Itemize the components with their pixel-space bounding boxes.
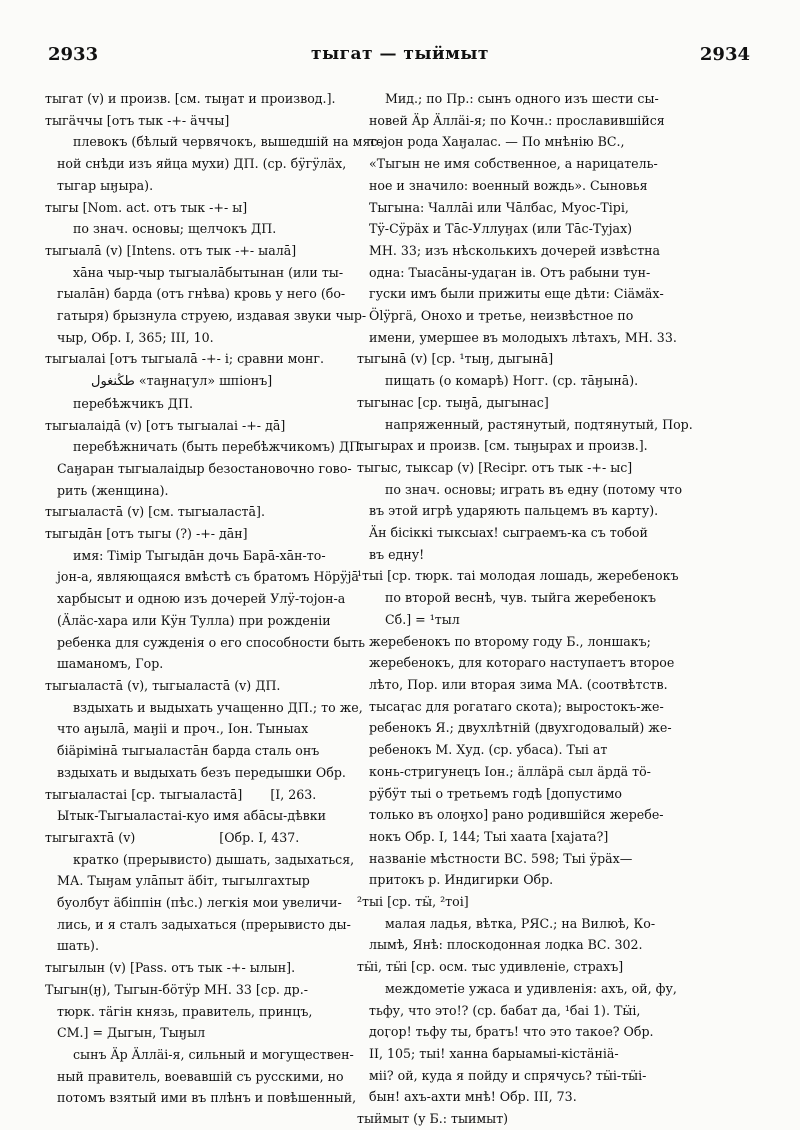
entry-line: харбысыт и одною изъ дочерей Улӱ-тоjон-а <box>57 591 346 607</box>
entry-line: тыгат (v) и произв. [см. тыӈат и производ.]. <box>45 91 336 106</box>
entry-line: ной снѣди изъ яйца мухи) ДП. (ср. бӱгӱлäх, <box>57 156 347 172</box>
entry-line: бiäрiмiнā тыгыаластāн барда сталь онъ <box>57 743 320 759</box>
entry-line: въ этой игрѣ ударяють пальцемъ въ карту). <box>369 503 659 519</box>
entry-line: рить (женщина). <box>57 482 169 498</box>
entry-line: тыгыс, тыксар (v) [Recipr. отъ тык -+- ыс] <box>357 459 633 475</box>
entry-line: ный правитель, воевавшiй съ русскими, но <box>57 1068 344 1084</box>
entry-line: Саӈаран тыгыалаiдыр безостановочно гово- <box>57 460 352 476</box>
entry-line: мiі? ой, куда я пойду и спрячусь? тӹi-тӹi- <box>369 1067 647 1083</box>
entry-line: буолбут äбiппiн (пѣс.) легкiя мои увеличи- <box>57 895 342 911</box>
page-header <box>0 44 800 74</box>
entry-line: вздыхать и выдыхать учащенно ДП.; то же, <box>73 699 363 715</box>
entry-line: МА. Тыӈам улāпыт äбiт, тыгылгахтыр <box>57 873 310 889</box>
entry-line: лымѣ, Янѣ: плоскодонная лодка ВС. 302. <box>369 937 643 953</box>
entry-line: одна: Тыасāны-удаӷан iв. Отъ рабыни тун- <box>369 264 651 280</box>
entry-line: Тыгына: Чаллāi или Чāлбас, Муос-Тiрi, <box>369 199 629 215</box>
entry-line: шаманомъ, Гор. <box>57 656 164 672</box>
entry-line: Ӧlӱргä, Онохо и третье, неизвѣстное по <box>369 308 634 324</box>
entry-line: бын! ахъ-ахти мнѣ! Обр. III, 73. <box>369 1089 577 1105</box>
entry-line: тысаӷас для рогатаго скота); выростокъ-же- <box>369 698 664 714</box>
entry-line: тюрк. тäгiн князь, правитель, принцъ, <box>57 1003 313 1019</box>
entry-line: сынъ Äр Äллäi-я, сильный и могуществен- <box>73 1046 354 1062</box>
entry-line: тыгыалаiдā (v) [отъ тыгыалаi -+- дā] <box>45 417 286 433</box>
entry-line: тыгыгахтā (v) [Обр. I, 437. <box>45 829 300 845</box>
entry-line: ребенка для сужденiя о его способности быть <box>57 634 365 650</box>
entry-line: гыалāн) барда (отъ гнѣва) кровь у него (бо- <box>57 286 346 302</box>
entry-line: въ едну! <box>369 546 425 562</box>
entry-line: потомъ взятый ими въ плѣнъ и повѣшенный, <box>57 1090 357 1106</box>
entry-line: жеребенокъ, для котораго наступаетъ второе <box>369 655 675 671</box>
entry-line: вздыхать и выдыхать безъ передышки Обр. <box>57 764 346 780</box>
entry-line: малая ладья, вѣтка, РЯС.; на Вилюѣ, Ко- <box>385 915 656 931</box>
entry-line: нокъ Обр. I, 144; Тыi хаата [хајата?] <box>369 828 609 844</box>
entry-line: Сб.] = ¹тыл <box>385 611 460 627</box>
entry-line: Тыгын(ӈ), Тыгын-бӧтӱр МН. 33 [ср. др.- <box>45 981 308 997</box>
entry-line: тыгы [Nom. act. отъ тык -+- ы] <box>45 199 248 215</box>
entry-line: ¹тыi [ср. тюрк. таi молодая лошадь, жеребенокъ <box>357 568 679 584</box>
entry-line: междометiе ужаса и удивленiя: ахъ, ой, фу, <box>385 980 677 996</box>
entry-line: МН. 33; изъ нѣсколькихъ дочерей извѣстна <box>369 242 661 258</box>
entry-line: тыгылын (v) [Pass. отъ тык -+- ылын]. <box>45 960 296 976</box>
entry-line: ²тыi [ср. тӹ, ²тоi] <box>357 894 469 910</box>
entry-line: тыгыаластаi [ср. тыгыаластā] [I, 263. <box>45 786 317 802</box>
entry-line: (Äлäс-хара или Кӱн Тулла) при рожденiи <box>57 612 331 628</box>
arabic-script-word: طڭنغول <box>91 374 135 390</box>
entry-line: что аӈылā, маӈiі и проч., Іон. Тыныах <box>57 721 309 737</box>
entry-line: по знач. основы; играть въ едну (потому что <box>385 481 683 497</box>
entry-line: по знач. основы; щелчокъ ДП. <box>73 221 277 237</box>
entry-line: тьфу, что это!? (ср. бабат да, ¹баi 1). Тӹi, <box>369 1002 641 1018</box>
entry-line <box>45 370 375 393</box>
entry-line: СМ.] = Дыгын, Тыӈыл <box>57 1025 206 1041</box>
entry-line: перебѣжничать (быть перебѣжчикомъ) ДП. <box>73 439 365 455</box>
entry-line: тоjон рода Хаӈалас. — По мнѣнiю ВС., <box>369 134 625 150</box>
entry-line: Мид.; по Пр.: сынъ одного изъ шести сы- <box>385 91 659 106</box>
entry-line: тӹi, тӹi [ср. осм. тыс удивленiе, страхъ] <box>357 959 624 975</box>
entry-line: жеребенокъ по второму году Б., лоншакъ; <box>369 633 651 649</box>
entry-line: конь-стригунецъ Іон.; äллäрä сыл äрдä тӧ- <box>369 763 651 779</box>
entry-line: плевокъ (бѣлый червячокъ, вышедшiй на мяс- <box>73 134 382 150</box>
entry-line: ребенокъ Я.; двухлѣтнiй (двухгодовалый) же- <box>369 720 672 736</box>
entry-line: хāна чыр-чыр тыгыалāбытынан (или ты- <box>73 264 344 280</box>
entry-line: тыгыалā (v) [Intens. отъ тык -+- ыалā] <box>45 242 297 258</box>
right-column <box>357 88 702 1130</box>
entry-line: только въ олоӈхо] рано родившiйся жеребе- <box>369 807 664 823</box>
entry-line: кратко (прерывисто) дышать, задыхаться, <box>73 851 355 867</box>
entry-line: доӷор! тьфу ты, братъ! что это такое? Обр. <box>369 1024 654 1040</box>
entry-line: имя: Тiмiр Тыгыдāн дочь Барā-хāн-то- <box>73 547 326 563</box>
entry-line: тыӥмыт (у Б.: тыимыт) <box>357 1111 509 1127</box>
entry-line: перебѣжчикъ ДП. <box>73 395 193 411</box>
entry-line: новей Äр Äллäi-я; по Кочн.: прославившiйся <box>369 112 665 128</box>
entry-line: тыгыдāн [отъ тыгы (?) -+- дāн] <box>45 526 248 542</box>
entry-line: Äн бiсiккi тыксыах! сыграемъ-ка съ тобой <box>369 525 648 541</box>
entry-line: Тӱ-Сӱрäх и Тāс-Уллуӈах (или Тāс-Тујах) <box>369 221 633 237</box>
entry-line: тыгынā (v) [ср. ¹тыӈ, дыгынā] <box>357 351 554 367</box>
entry-line: јон-а, являющаяся вмѣстѣ съ братомъ Нӧрӱjā <box>57 569 359 585</box>
entry-line: гуски имъ были прижиты еще дѣти: Сiäмäх- <box>369 286 664 302</box>
entry-line: лѣто, Пор. или вторая зима МА. (соотвѣтств. <box>369 676 668 692</box>
entry-line: тыгäччы [отъ тык -+- äччы] <box>45 112 230 128</box>
running-title: тыгат — тыӥмыт <box>311 44 489 64</box>
entry-line: напряженный, растянутый, подтянутый, Пор. <box>385 416 693 432</box>
entry-line: тыгырах и произв. [см. тыӈырах и произв.]. <box>357 438 648 454</box>
left-column <box>45 88 382 1109</box>
entry-line: гатыря) брызнула струею, издавая звуки чыр- <box>57 308 367 324</box>
entry-line: чыр, Обр. I, 365; III, 10. <box>57 329 214 345</box>
entry-line: тыгыаластā (v) [см. тыгыаластā]. <box>45 504 265 520</box>
page-number-right: 2934 <box>699 44 750 65</box>
entry-line: II, 105; тыi! ханна барыамыi-кiстäнiä- <box>369 1045 619 1061</box>
entry-line: рӱбӱт тыi о третьемъ годѣ [допустимо <box>369 785 622 801</box>
entry-line: названiе мѣстности ВС. 598; Тыi ӱрäх— <box>369 850 633 866</box>
entry-line: ребенокъ М. Худ. (ср. убаса). Тыi ат <box>369 742 608 758</box>
entry-line: шать). <box>57 938 99 954</box>
entry-line-text: «таӈнаӷул» шпiонъ] <box>138 373 273 389</box>
entry-line: Ытык-Тыгыаластаi-куо имя абāсы-дѣвки <box>57 808 327 824</box>
entry-line: тыгыаластā (v), тыгыаластā (v) ДП. <box>45 677 281 693</box>
entry-line: лись, и я сталъ задыхаться (прерывисто ды- <box>57 916 351 932</box>
entry-line: имени, умершее въ молодыхъ лѣтахъ, МН. 33. <box>369 329 677 345</box>
entry-line: тыгар ыӈыра). <box>57 177 154 193</box>
page-number-left: 2933 <box>48 44 99 65</box>
entry-line: «Тыгын не имя собственное, а нарицатель- <box>369 156 658 172</box>
entry-line: притокъ р. Индигирки Обр. <box>369 872 554 888</box>
entry-line: тыгынас [ср. тыӈā, дыгынас] <box>357 394 549 410</box>
entry-line: по второй веснѣ, чув. тыйга жеребенокъ <box>385 590 657 606</box>
entry-line: тыгыалаi [отъ тыгыалā -+- i; сравни монг. <box>45 351 324 367</box>
entry-line: пищать (о комарѣ) Ногг. (ср. тāӈынā). <box>385 373 639 389</box>
entry-line: ное и значило: военный вождь». Сыновья <box>369 177 648 193</box>
